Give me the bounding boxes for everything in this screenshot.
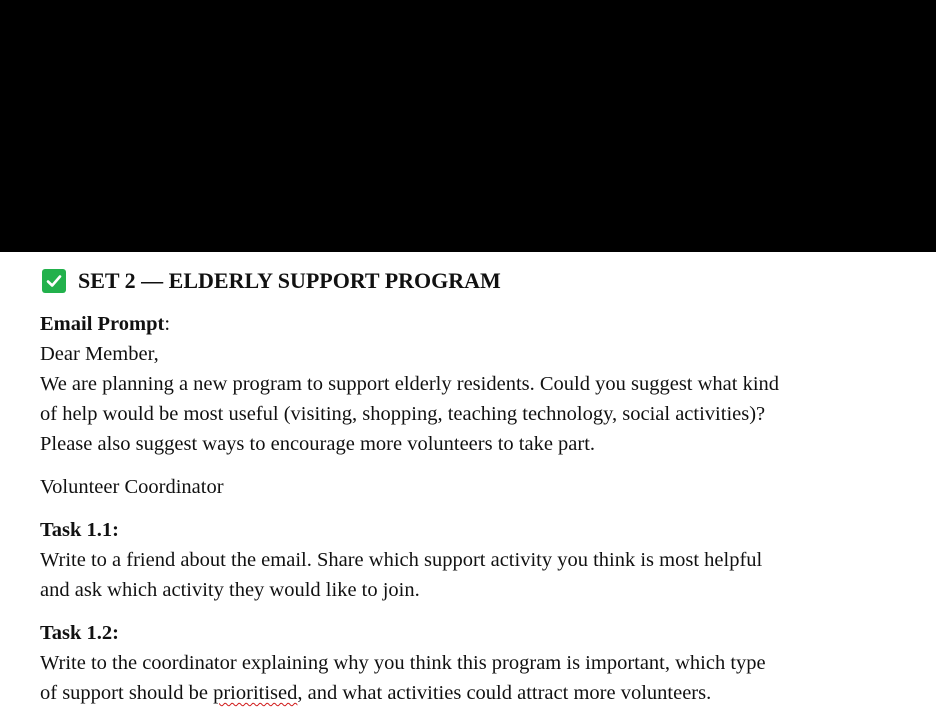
task-1-2-line-part: , and what activities could attract more volunteers. (297, 682, 712, 704)
email-prompt-label-text: Email Prompt (40, 313, 165, 335)
email-prompt-label-colon: : (164, 313, 171, 335)
email-signoff: Volunteer Coordinator (40, 476, 224, 498)
email-prompt-label (40, 309, 920, 339)
task-1-1-line: and ask which activity they would like to join. (40, 579, 420, 601)
email-greeting: Dear Member, (40, 343, 159, 365)
task-1-2-line (40, 678, 920, 708)
task-1-1-label: Task 1.1: (40, 519, 119, 541)
task-1-1-line: Write to a friend about the email. Share which support activity you think is most helpful (40, 549, 763, 571)
document-content (40, 264, 920, 708)
task-1-2-label: Task 1.2: (40, 622, 119, 644)
email-body-line: We are planning a new program to support elderly residents. Could you suggest what kind (40, 373, 780, 395)
redacted-black-area (0, 0, 936, 252)
task-1-2-line-part: of support should be (40, 682, 214, 704)
email-body-line: Please also suggest ways to encourage more volunteers to take part. (40, 433, 596, 455)
section-heading-text: SET 2 — ELDERLY SUPPORT PROGRAM (78, 268, 501, 293)
task-1-2-line: Write to the coordinator explaining why you think this program is important, which type (40, 652, 766, 674)
spellcheck-flagged-word: prioritised (213, 682, 298, 704)
check-mark-button-icon (42, 269, 66, 293)
section-heading (42, 264, 920, 298)
email-body-line: of help would be most useful (visiting, shopping, teaching technology, social activities)? (40, 403, 766, 425)
